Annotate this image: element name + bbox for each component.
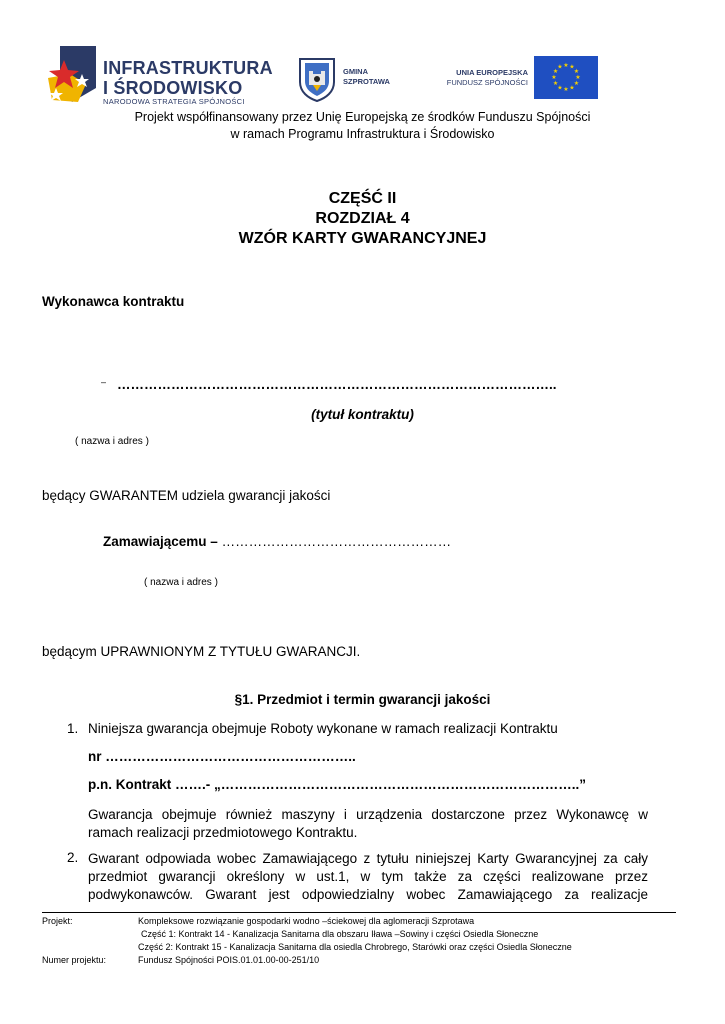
employer-dots-field: …………………………………………… xyxy=(217,534,452,549)
svg-text:★: ★ xyxy=(573,68,580,75)
eu-flag-icon xyxy=(534,56,598,99)
item2-paragraph xyxy=(88,850,648,904)
item2-number: 2. xyxy=(67,850,79,865)
logo-ie-title xyxy=(103,58,273,98)
footer-project-lines xyxy=(138,915,572,954)
section1-heading: §1. Przedmiot i termin gwarancji jakości xyxy=(234,692,491,707)
title-part: CZĘŚĆ II xyxy=(328,190,397,207)
employer-label: Zamawiającemu – xyxy=(103,534,218,549)
cofinance-line2: w ramach Programu Infrastruktura i Środowisko xyxy=(230,127,495,141)
contractor-dash: – xyxy=(101,377,107,387)
gmina-text xyxy=(343,67,390,87)
svg-text:★: ★ xyxy=(569,84,575,92)
ue-line2: FUNDUSZ SPÓJNOŚCI xyxy=(446,78,528,87)
cofinance-note xyxy=(0,109,725,143)
contractor-label: Wykonawca kontraktu xyxy=(42,294,185,309)
svg-text:★: ★ xyxy=(563,62,569,69)
footer-project-label: Projekt: xyxy=(42,916,73,926)
title-name: WZÓR KARTY GWARANCYJNEJ xyxy=(238,230,487,247)
ue-text xyxy=(444,68,528,88)
svg-text:★: ★ xyxy=(575,74,581,81)
title-chapter: ROZDZIAŁ 4 xyxy=(315,210,410,227)
svg-text:★: ★ xyxy=(552,68,559,75)
cofinance-line1: Projekt współfinansowany przez Unię Europejską ze środków Funduszu Spójności xyxy=(134,110,591,124)
item1-para-line2: ramach realizacji przedmiotowego Kontraktu. xyxy=(88,825,358,840)
item2-line1: Gwarant odpowiada wobec Zamawiającego z tytułu niniejszej Karty Gwarancyjnej za cały xyxy=(88,851,648,866)
footer xyxy=(42,915,73,928)
logo-ie-line2: I ŚRODOWISKO xyxy=(103,78,243,98)
star-flag-icon xyxy=(42,44,100,106)
item1-text: Niniejsza gwarancja obejmuje Roboty wykonane w ramach realizacji Kontraktu xyxy=(88,721,558,736)
gmina-line2: SZPROTAWA xyxy=(343,77,390,86)
svg-text:★: ★ xyxy=(569,63,575,71)
item2-line2: przedmiot gwarancji określony w ust.1, w tym także za części realizowane przez xyxy=(88,869,648,884)
footer-project-line3: Część 2: Kontrakt 15 - Kanalizacja Sanitarna dla osiedla Chrobrego, Starówki oraz części Osiedla Słoneczne xyxy=(138,942,572,952)
logo-ie-sub: NARODOWA STRATEGIA SPÓJNOŚCI xyxy=(103,97,245,106)
contract-name-field: p.n. Kontrakt …….- „……………………………………………………………………..” xyxy=(88,777,586,792)
svg-text:★: ★ xyxy=(551,74,557,81)
ue-line1: UNIA EUROPEJSKA xyxy=(456,68,528,77)
contractor-dots-field: …………………………………………………………………………………….. xyxy=(117,377,557,392)
contractor-name-address: ( nazwa i adres ) xyxy=(75,436,149,447)
guarantor-line: będący GWARANTEM udziela gwarancji jakości xyxy=(42,488,331,503)
svg-text:★: ★ xyxy=(557,84,563,92)
svg-text:★: ★ xyxy=(552,80,559,87)
document-title xyxy=(0,189,725,249)
employer-line xyxy=(103,534,451,549)
entitled-line: będącym UPRAWNIONYM Z TYTUŁU GWARANCJI. xyxy=(42,644,361,659)
svg-text:★: ★ xyxy=(557,63,563,71)
employer-name-address: ( nazwa i adres ) xyxy=(144,577,218,588)
item1-para-line1: Gwarancja obejmuje również maszyny i urządzenia dostarczone przez Wykonawcę w xyxy=(88,807,648,822)
item1-number: 1. xyxy=(67,721,79,736)
gmina-line1: GMINA xyxy=(343,67,368,76)
item2-line3: podwykonawców. Gwarant jest odpowiedzialny wobec Zamawiającego za realizacje xyxy=(88,887,648,902)
footer-divider xyxy=(42,912,676,913)
svg-text:★: ★ xyxy=(573,80,580,87)
footer-number-value: Fundusz Spójności POIS.01.01.00-00-251/10 xyxy=(138,955,320,965)
contract-title-caption: (tytuł kontraktu) xyxy=(311,407,414,422)
footer-project-line1: Kompleksowe rozwiązanie gospodarki wodno –ściekowej dla aglomeracji Szprotawa xyxy=(138,916,475,926)
footer-number-label: Numer projektu: xyxy=(42,955,107,965)
footer-project-line2: Część 1: Kontrakt 14 - Kanalizacja Sanitarna dla obszaru Iława –Sowiny i części Osiedla Słoneczne xyxy=(141,929,539,939)
svg-text:★: ★ xyxy=(563,86,569,93)
item1-paragraph xyxy=(88,806,648,842)
logo-ie-line1: INFRASTRUKTURA xyxy=(103,58,273,78)
contract-number-field: nr ……………………………………………….. xyxy=(88,749,356,764)
coat-of-arms-icon xyxy=(296,56,338,102)
